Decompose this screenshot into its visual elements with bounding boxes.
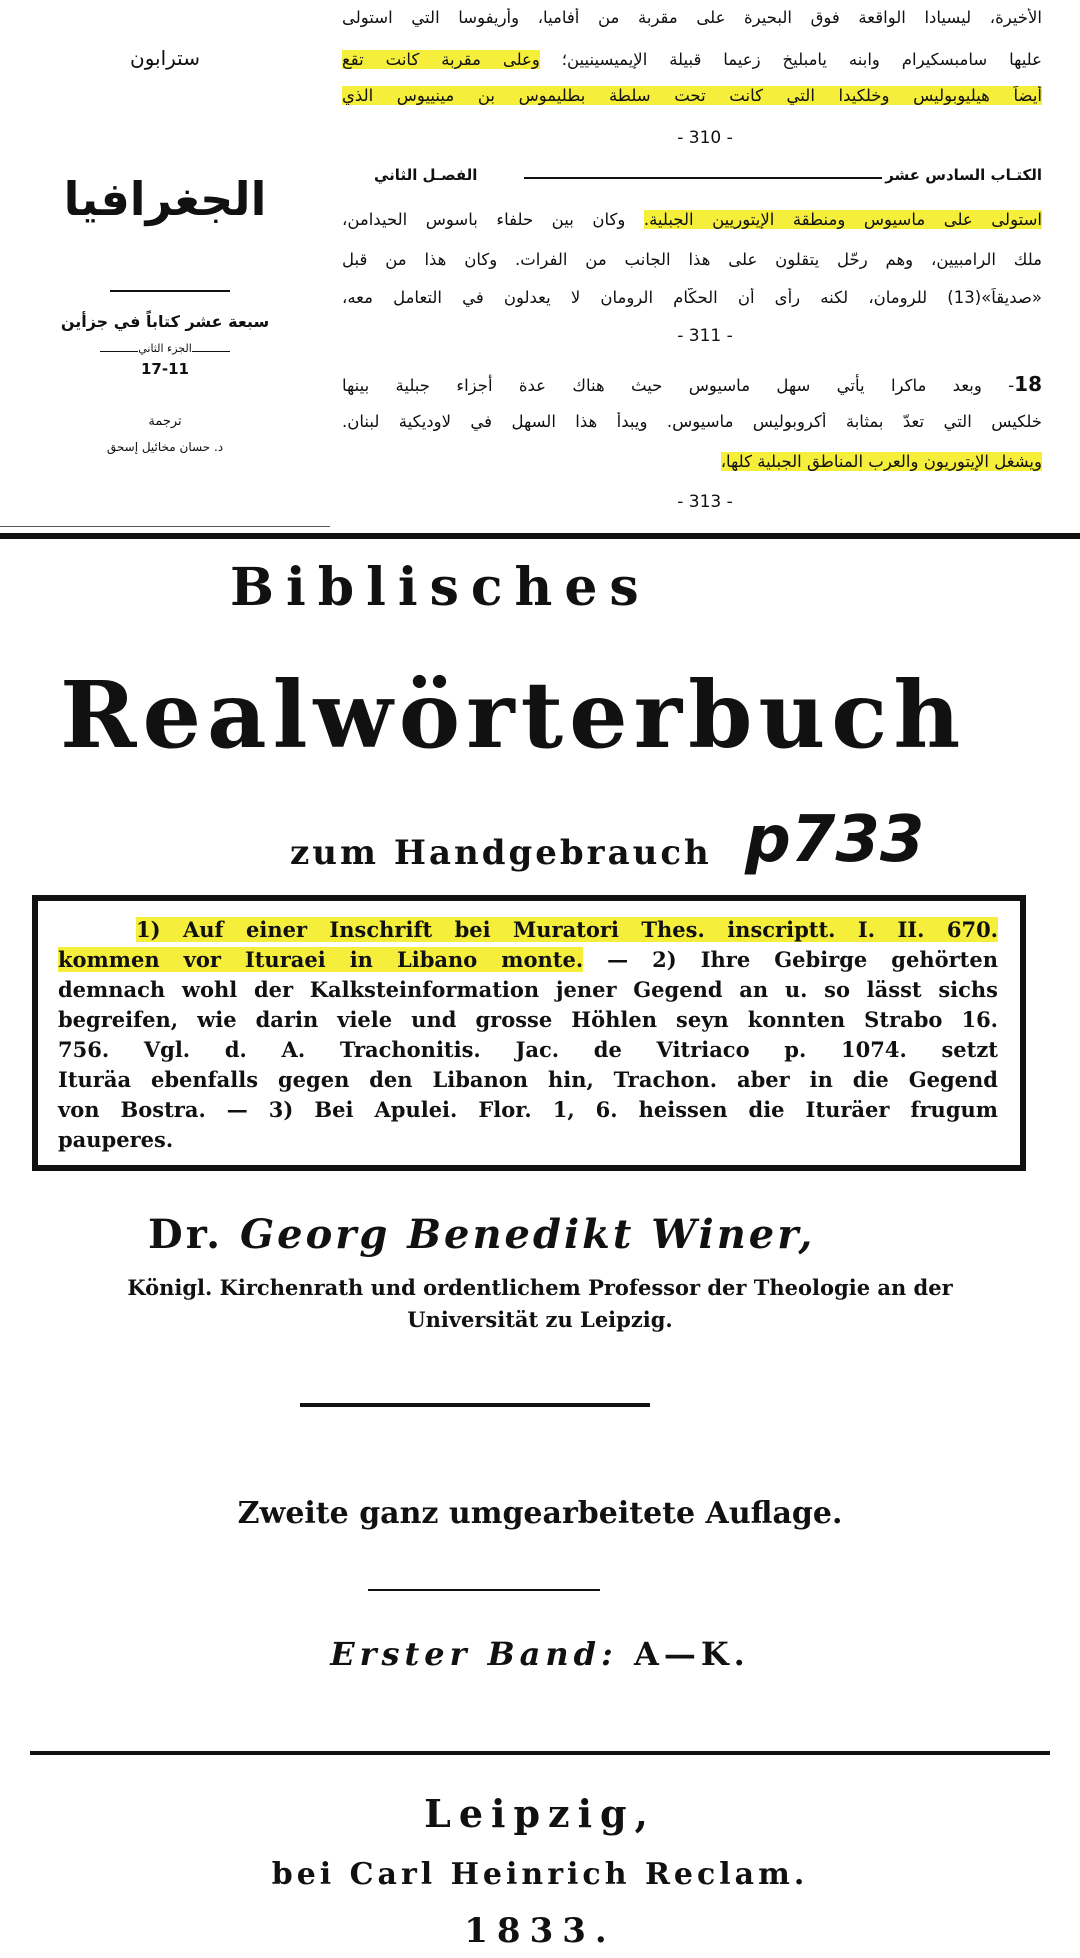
footnote-line: Ituräa ebenfalls gegen den Libanon hin, Trachon. aber in die Gegend bbox=[58, 1067, 998, 1092]
highlighted-text: أيضاً هيليوبوليس وخلكيدا التي كانت تحت سلطة بطليموس بن مينييوس الذي bbox=[342, 86, 1042, 105]
page-annotation: p733 bbox=[745, 803, 925, 877]
header-rule bbox=[524, 177, 882, 179]
edition: Zweite ganz umgearbeitete Auflage. bbox=[237, 1496, 843, 1531]
long-rule bbox=[30, 1751, 1050, 1755]
book-cover-panel bbox=[0, 0, 330, 533]
cover-subtitle: سبعة عشر كتاباً في جزأين bbox=[60, 312, 270, 331]
footnote-text: — 2) Ihre Gebirge gehörten bbox=[583, 947, 998, 972]
arabic-line: «صديقاً»(13) للرومان، لكنه رأى أن الحكّام الرومان لا يعدلون في التعامل معه، bbox=[342, 288, 1042, 307]
chapter-label: الفصـل الثاني bbox=[374, 166, 478, 184]
subtitle: zum Handgebrauch bbox=[290, 833, 712, 873]
cover-author: سترابون bbox=[130, 46, 200, 70]
city: Leipzig, bbox=[424, 1791, 656, 1836]
footnote-line bbox=[58, 915, 998, 945]
book-label: الكتـاب السادس عشر bbox=[885, 166, 1042, 184]
footnote-line: begreifen, wie darin viele und grosse Höhlen seyn konnten Strabo 16. bbox=[58, 1007, 998, 1032]
year: 1833. bbox=[464, 1911, 616, 1951]
arabic-line bbox=[342, 86, 1042, 105]
title-line-1: Biblisches bbox=[230, 557, 651, 618]
paragraph-number: 18 bbox=[1014, 372, 1042, 396]
footnote-line: pauperes. bbox=[58, 1127, 174, 1152]
short-rule bbox=[368, 1589, 600, 1591]
highlighted-text: kommen vor Ituraei in Libano monte. bbox=[58, 947, 584, 972]
german-title-page bbox=[0, 539, 1080, 1958]
highlighted-text: ويشغل الإيتوريون والعرب المناطق الجبلية كلها، bbox=[720, 452, 1042, 471]
arabic-line bbox=[342, 210, 1042, 229]
author-affiliation: Universität zu Leipzig. bbox=[407, 1307, 673, 1332]
cover-range: 17-11 bbox=[141, 360, 189, 378]
publisher: bei Carl Heinrich Reclam. bbox=[271, 1857, 809, 1892]
volume-range: A—K. bbox=[634, 1635, 750, 1673]
author-line bbox=[0, 1211, 1080, 1258]
page-number: - 313 - bbox=[677, 492, 733, 512]
arabic-line bbox=[342, 452, 1042, 471]
volume bbox=[0, 1635, 1080, 1673]
page-number: - 311 - bbox=[677, 326, 733, 346]
footnote-line bbox=[58, 945, 998, 975]
volume-label: Erster Band: bbox=[330, 1635, 618, 1673]
highlighted-text: وعلى مقربة كانت تقع bbox=[342, 50, 540, 69]
page-number: - 310 - bbox=[677, 128, 733, 148]
arabic-line: خلكيس التي تعدّ بمثابة أكروبوليس ماسيوس. ويبدأ هذا السهل في لاوديكية لبنان. bbox=[342, 412, 1042, 431]
author-role: Königl. Kirchenrath und ordentlichem Professor der Theologie an der bbox=[127, 1275, 953, 1300]
highlighted-text: 1) Auf einer Inschrift bei Muratori Thes. inscriptt. I. II. 670. bbox=[136, 917, 998, 942]
arabic-text: وكان بين حلفاء باسوس الحيدامن، bbox=[342, 210, 626, 229]
arabic-line: ملك الرامبيين، وهم رحّل يتقلون على هذا الجانب من الفرات. وكان هذا من قبل bbox=[342, 250, 1042, 269]
cover-title: الجغرافيا bbox=[63, 172, 267, 226]
ornamental-rule bbox=[300, 1403, 650, 1407]
footnote-box bbox=[32, 895, 1026, 1171]
cover-translator: د. حسان مخائيل إسحق bbox=[106, 440, 224, 454]
cover-part: الجزء الثاني bbox=[138, 342, 192, 355]
arabic-excerpt bbox=[0, 0, 1080, 533]
arabic-text: عليها سامبسكيرام وابنه يامبليخ زعيما قبيلة الإيميسينيين؛ bbox=[561, 50, 1042, 69]
arabic-line bbox=[342, 372, 1042, 396]
footnote-line: demnach wohl der Kalksteinformation jener Gegend an u. so lässt sichs bbox=[58, 977, 998, 1002]
arabic-text: - وبعد ماكرا يأتي سهل ماسيوس حيث هناك عدة أجزاء جبلية بينها bbox=[342, 376, 1015, 395]
author-name: Georg Benedikt Winer, bbox=[239, 1211, 816, 1258]
author-prefix: Dr. bbox=[148, 1211, 224, 1258]
footnote-line: 756. Vgl. d. A. Trachonitis. Jac. de Vitriaco p. 1074. setzt bbox=[58, 1037, 998, 1062]
chapter-header bbox=[374, 166, 1042, 192]
title-line-2: Realwörterbuch bbox=[60, 661, 967, 769]
arabic-line: الأخيرة، ليسيادا الواقعة فوق البحيرة على مقربة من أفاميا، وأريفوسا التي استولى bbox=[342, 8, 1042, 27]
cover-rule bbox=[110, 290, 230, 292]
footnote-line: von Bostra. — 3) Bei Apulei. Flor. 1, 6. heissen die Ituräer frugum bbox=[58, 1097, 998, 1122]
highlighted-text: استولى على ماسيوس ومنطقة الإيتوريين الجبلية. bbox=[643, 210, 1042, 229]
arabic-line bbox=[342, 50, 1042, 69]
panel-divider bbox=[0, 526, 330, 527]
cover-translation-label: ترجمة bbox=[148, 414, 182, 429]
